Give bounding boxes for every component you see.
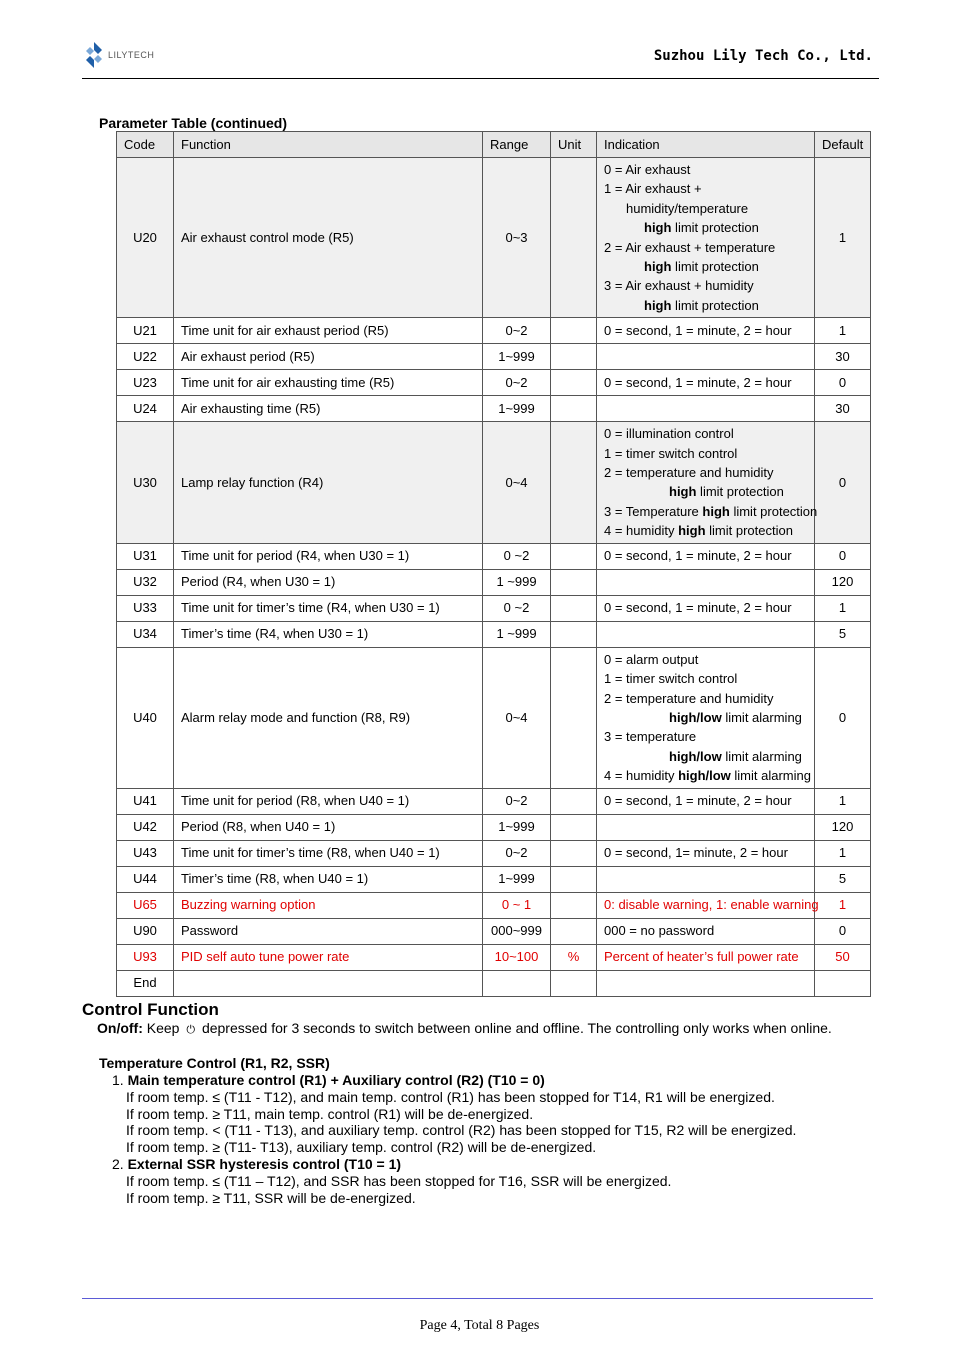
indication-line: [604, 521, 807, 540]
table-row: [117, 814, 871, 840]
temperature-control-title: Temperature Control (R1, R2, SSR): [99, 1055, 330, 1071]
indication-line: [604, 791, 807, 810]
cell-range: 1~999: [483, 866, 551, 892]
indication-text: humidity/temperature: [626, 200, 749, 216]
table-row: [117, 944, 871, 970]
cell-default: 30: [815, 344, 871, 370]
cell-default: 30: [815, 396, 871, 422]
cell-code: U40: [117, 647, 174, 788]
table-header-row: [117, 132, 871, 158]
indication-line: [604, 669, 807, 688]
table-row: [117, 621, 871, 647]
cell-unit: [551, 918, 597, 944]
indication-text: 4 = humidity: [604, 523, 679, 539]
cell-function: Time unit for air exhausting time (R5): [174, 370, 483, 396]
cell-default: 0: [815, 918, 871, 944]
cell-code: U23: [117, 370, 174, 396]
indication-emphasis: high/low: [678, 768, 731, 784]
indication-text: 0 = second, 1 = minute, 2 = hour: [604, 793, 792, 809]
cell-code: U22: [117, 344, 174, 370]
line-text: If room temp. < (T11 - T13), and auxiliary temp. control (R2) has been stopped for T15, R2 will be energized.: [126, 1122, 797, 1139]
cell-code: U42: [117, 814, 174, 840]
cell-unit: [551, 569, 597, 595]
indication-emphasis: high: [678, 523, 706, 539]
table-row: [117, 158, 871, 318]
indication-text: Percent of heater’s full power rate: [604, 949, 799, 965]
indication-text: 0 = second, 1= minute, 2 = hour: [604, 845, 788, 861]
body-line: [126, 1122, 796, 1139]
column-header-function: Function: [174, 132, 483, 158]
indication-text: limit protection: [671, 297, 759, 313]
cell-default: 120: [815, 569, 871, 595]
indication-text: 2 = temperature and humidity: [604, 465, 774, 481]
line-text: 1.: [112, 1072, 128, 1088]
cell-unit: [551, 595, 597, 621]
indication-text: 1 = timer switch control: [604, 671, 738, 687]
table-row: [117, 595, 871, 621]
cell-code: U31: [117, 543, 174, 569]
cell-function: Timer’s time (R4, when U30 = 1): [174, 621, 483, 647]
line-bold-text: External SSR hysteresis control (T10 = 1): [127, 1156, 402, 1172]
table-row: [117, 788, 871, 814]
cell-code: U34: [117, 621, 174, 647]
cell-code: U43: [117, 840, 174, 866]
indication-emphasis: high: [644, 297, 672, 313]
indication-line: [604, 218, 807, 237]
indication-text: limit protection: [671, 220, 759, 236]
cell-indication: [597, 866, 815, 892]
company-name: Suzhou Lily Tech Co., Ltd.: [653, 48, 873, 64]
cell-indication: [597, 647, 815, 788]
cell-indication: [597, 918, 815, 944]
indication-line: [604, 238, 807, 257]
cell-code: U21: [117, 318, 174, 344]
cell-range: 10~100: [483, 944, 551, 970]
cell-indication: [597, 970, 815, 996]
cell-default: 5: [815, 621, 871, 647]
section-title-control-function: Control Function: [82, 1000, 219, 1019]
cell-function: Lamp relay function (R4): [174, 422, 483, 543]
indication-text: limit protection: [696, 484, 784, 500]
indication-text: 0 = second, 1 = minute, 2 = hour: [604, 323, 792, 339]
cell-default: 0: [815, 370, 871, 396]
cell-function: Time unit for timer’s time (R8, when U40 = 1): [174, 840, 483, 866]
indication-line: [604, 598, 807, 617]
cell-indication: [597, 621, 815, 647]
onoff-paragraph: [97, 1020, 832, 1037]
table-row: [117, 569, 871, 595]
cell-range: 0 ~ 1: [483, 892, 551, 918]
cell-indication: [597, 318, 815, 344]
column-header-unit: Unit: [551, 132, 597, 158]
indication-text: 0 = second, 1 = minute, 2 = hour: [604, 548, 792, 564]
cell-range: 0~2: [483, 370, 551, 396]
cell-range: 0~2: [483, 788, 551, 814]
indication-text: limit alarming: [721, 709, 802, 725]
indication-line: [604, 296, 807, 315]
footer-rule: [82, 1298, 873, 1299]
cell-function: Time unit for period (R4, when U30 = 1): [174, 543, 483, 569]
company-logo: [84, 40, 154, 70]
onoff-pre-text: Keep: [146, 1020, 180, 1036]
cell-unit: [551, 621, 597, 647]
cell-default: 50: [815, 944, 871, 970]
cell-function: Password: [174, 918, 483, 944]
cell-indication: [597, 944, 815, 970]
table-row: [117, 543, 871, 569]
line-bold-text: Main temperature control (R1) + Auxiliary control (R2) (T10 = 0): [127, 1072, 545, 1088]
cell-indication: [597, 595, 815, 621]
cell-unit: [551, 866, 597, 892]
cell-unit: [551, 814, 597, 840]
cell-function: Timer’s time (R8, when U40 = 1): [174, 866, 483, 892]
cell-unit: [551, 318, 597, 344]
table-row: [117, 370, 871, 396]
table-row: [117, 647, 871, 788]
cell-default: [815, 970, 871, 996]
cell-unit: [551, 370, 597, 396]
indication-line: [604, 689, 807, 708]
indication-emphasis: high: [669, 484, 697, 500]
indication-text: limit protection: [671, 259, 759, 275]
cell-range: [483, 970, 551, 996]
line-text: 2.: [112, 1156, 128, 1172]
onoff-label: On/off:: [97, 1020, 143, 1036]
cell-range: 1 ~999: [483, 569, 551, 595]
indication-text: 0: disable warning, 1: enable warning: [604, 897, 819, 913]
cell-range: 0 ~2: [483, 595, 551, 621]
table-row: [117, 970, 871, 996]
indication-line: [604, 444, 807, 463]
cell-code: U32: [117, 569, 174, 595]
indication-text: 0 = second, 1 = minute, 2 = hour: [604, 375, 792, 391]
indication-text: 0 = illumination control: [604, 426, 734, 442]
table-row: [117, 840, 871, 866]
cell-range: 1 ~999: [483, 621, 551, 647]
cell-function: Period (R8, when U40 = 1): [174, 814, 483, 840]
table-row: [117, 866, 871, 892]
table-row: [117, 422, 871, 543]
indication-line: [604, 424, 807, 443]
table-row: [117, 344, 871, 370]
cell-unit: [551, 396, 597, 422]
cell-function: Period (R4, when U30 = 1): [174, 569, 483, 595]
cell-code: U33: [117, 595, 174, 621]
indication-text: 4 = humidity: [604, 768, 679, 784]
indication-text: 3 = temperature: [604, 729, 697, 745]
indication-text: 0 = second, 1 = minute, 2 = hour: [604, 600, 792, 616]
cell-default: 1: [815, 595, 871, 621]
body-line: [126, 1106, 533, 1123]
indication-emphasis: high/low: [669, 709, 722, 725]
cell-code: U24: [117, 396, 174, 422]
column-header-indication: Indication: [597, 132, 815, 158]
cell-indication: [597, 569, 815, 595]
line-text: If room temp. ≤ (T11 – T12), and SSR has been stopped for T16, SSR will be energized.: [126, 1172, 672, 1189]
indication-text: 3 = Temperature: [604, 503, 703, 519]
cell-indication: [597, 840, 815, 866]
body-line: [126, 1139, 596, 1156]
cell-range: 1~999: [483, 814, 551, 840]
onoff-post-text: depressed for 3 seconds to switch between online and offline. The controlling only works when online.: [201, 1020, 832, 1036]
cell-indication: [597, 396, 815, 422]
column-header-code: Code: [117, 132, 174, 158]
line-text: If room temp. ≥ T11, main temp. control (R1) will be de-energized.: [126, 1105, 534, 1122]
parameter-table: [116, 131, 871, 997]
indication-line: [604, 650, 807, 669]
cell-function: Air exhaust control mode (R5): [174, 158, 483, 318]
cell-unit: [551, 970, 597, 996]
cell-indication: [597, 788, 815, 814]
indication-line: [604, 727, 807, 746]
cell-function: Time unit for period (R8, when U40 = 1): [174, 788, 483, 814]
logo-text: LILYTECH: [108, 50, 155, 60]
indication-emphasis: high: [702, 503, 730, 519]
table-row: [117, 318, 871, 344]
indication-text: 2 = Air exhaust + temperature: [604, 239, 776, 255]
table-title: Parameter Table (continued): [99, 115, 288, 131]
cell-indication: [597, 158, 815, 318]
line-text: If room temp. ≥ T11, SSR will be de-energized.: [126, 1189, 416, 1206]
indication-line: [604, 199, 807, 218]
cell-range: 1~999: [483, 344, 551, 370]
cell-range: 0~4: [483, 422, 551, 543]
cell-default: 1: [815, 840, 871, 866]
indication-line: [604, 463, 807, 482]
cell-default: 1: [815, 318, 871, 344]
cell-code: U65: [117, 892, 174, 918]
indication-emphasis: high: [644, 220, 672, 236]
indication-line: [604, 160, 807, 179]
body-line: [126, 1089, 775, 1106]
cell-range: 0~4: [483, 647, 551, 788]
cell-function: Time unit for air exhaust period (R5): [174, 318, 483, 344]
line-text: If room temp. ≤ (T11 - T12), and main temp. control (R1) has been stopped for T14, R1 will be energized.: [126, 1088, 775, 1105]
cell-code: U44: [117, 866, 174, 892]
cell-unit: %: [551, 944, 597, 970]
numbered-heading: [112, 1156, 401, 1173]
cell-function: Time unit for timer’s time (R4, when U30 = 1): [174, 595, 483, 621]
indication-line: [604, 257, 807, 276]
cell-code: U93: [117, 944, 174, 970]
cell-code: U30: [117, 422, 174, 543]
cell-default: 0: [815, 647, 871, 788]
cell-unit: [551, 647, 597, 788]
indication-line: [604, 708, 807, 727]
indication-text: 1 = timer switch control: [604, 445, 738, 461]
indication-line: [604, 482, 807, 501]
cell-default: 1: [815, 892, 871, 918]
cell-range: 0 ~2: [483, 543, 551, 569]
cell-default: 5: [815, 866, 871, 892]
cell-indication: [597, 814, 815, 840]
cell-range: 1~999: [483, 396, 551, 422]
indication-text: 0 = Air exhaust: [604, 162, 691, 177]
indication-line: [604, 895, 819, 914]
table-row: [117, 396, 871, 422]
cell-default: 0: [815, 422, 871, 543]
indication-text: 1 = Air exhaust +: [604, 181, 702, 197]
indication-text: limit alarming: [721, 748, 802, 764]
indication-line: [604, 843, 807, 862]
indication-text: 000 = no password: [604, 923, 715, 939]
cell-function: Air exhaust period (R5): [174, 344, 483, 370]
cell-function: PID self auto tune power rate: [174, 944, 483, 970]
cell-function: Air exhausting time (R5): [174, 396, 483, 422]
indication-text: 3 = Air exhaust + humidity: [604, 278, 754, 294]
column-header-range: Range: [483, 132, 551, 158]
cell-unit: [551, 543, 597, 569]
indication-line: [604, 321, 807, 340]
cell-default: 1: [815, 788, 871, 814]
cell-code: U20: [117, 158, 174, 318]
cell-unit: [551, 788, 597, 814]
cell-default: 1: [815, 158, 871, 318]
cell-range: 0~2: [483, 840, 551, 866]
cell-indication: [597, 543, 815, 569]
cell-function: [174, 970, 483, 996]
body-line: [126, 1190, 416, 1207]
cell-indication: [597, 892, 819, 918]
cell-unit: [551, 158, 597, 318]
indication-line: [604, 921, 807, 940]
line-text: If room temp. ≥ (T11- T13), auxiliary temp. control (R2) will be de-energized.: [126, 1139, 597, 1156]
indication-line: [604, 766, 811, 785]
indication-text: limit alarming: [730, 768, 811, 784]
body-line: [126, 1173, 671, 1190]
column-header-default: Default: [815, 132, 871, 158]
cell-code: End: [117, 970, 174, 996]
cell-code: U90: [117, 918, 174, 944]
cell-unit: [551, 840, 597, 866]
numbered-heading: [112, 1072, 545, 1089]
header-rule: [82, 78, 879, 79]
indication-emphasis: high/low: [669, 748, 722, 764]
cell-default: 120: [815, 814, 871, 840]
cell-range: 000~999: [483, 918, 551, 944]
table-row: [117, 892, 871, 918]
indication-line: [604, 276, 807, 295]
cell-indication: [597, 370, 815, 396]
cell-indication: [597, 422, 818, 543]
page-footer: Page 4, Total 8 Pages: [419, 1318, 540, 1333]
cell-indication: [597, 344, 815, 370]
cell-unit: [551, 344, 597, 370]
cell-unit: [551, 422, 597, 543]
indication-line: [604, 373, 807, 392]
table-row: [117, 918, 871, 944]
indication-line: [604, 947, 807, 966]
indication-line: [604, 502, 818, 521]
cell-function: Alarm relay mode and function (R8, R9): [174, 647, 483, 788]
indication-line: [604, 747, 807, 766]
indication-text: 2 = temperature and humidity: [604, 690, 774, 706]
table-body: [117, 158, 871, 997]
cell-range: 0~2: [483, 318, 551, 344]
cell-code: U41: [117, 788, 174, 814]
lilytech-logo-icon: [84, 41, 104, 69]
indication-line: [604, 546, 807, 565]
indication-line: [604, 179, 807, 198]
indication-text: limit protection: [705, 523, 793, 539]
cell-unit: [551, 892, 597, 918]
power-icon: ⏻: [186, 1024, 196, 1036]
indication-emphasis: high: [644, 259, 672, 275]
cell-range: 0~3: [483, 158, 551, 318]
cell-default: 0: [815, 543, 871, 569]
indication-text: limit protection: [729, 503, 818, 519]
cell-function: Buzzing warning option: [174, 892, 483, 918]
indication-text: 0 = alarm output: [604, 651, 699, 667]
